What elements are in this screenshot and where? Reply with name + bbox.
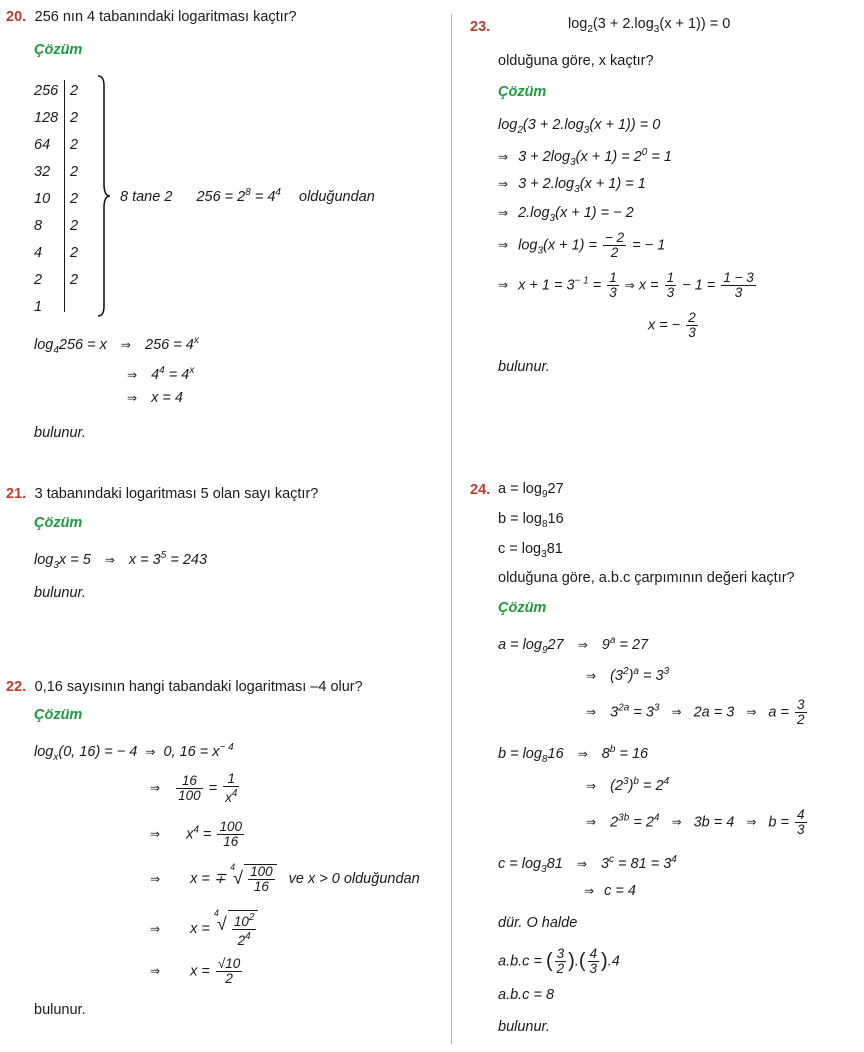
numerator: √10 [217,956,241,971]
exponent: 4 [663,776,670,787]
eq-part: = 1 [647,149,672,165]
eq-part: a.b.c = [498,953,546,970]
log-base: 3 [541,549,547,560]
log-base: 9 [541,645,548,656]
denominator: 3 [734,285,743,300]
q24-a-line-3 [586,698,809,727]
curly-brace [96,74,112,318]
exponent: x [189,365,195,376]
exponent: 4 [231,788,238,799]
exponent: c [609,854,615,865]
implies-arrow: ⇒ [624,278,635,293]
exponent: b [633,776,639,787]
eq-part: b = [768,814,794,831]
q22-line-6 [150,957,244,986]
eq-part: = [198,826,216,843]
div-value: 8 [34,218,43,234]
solution-label: Çözüm [498,600,547,616]
question-number: 22. [6,679,27,695]
question-21 [6,485,318,503]
eq-part: x + 1 = 3 [518,277,575,294]
log-base: 3 [570,157,576,168]
divisor: 2 [70,191,79,207]
fraction [176,774,203,803]
eq-part: = 4 [250,189,276,205]
exponent: 8 [245,187,251,198]
eq-part: 16 [547,511,564,527]
question-text: 3 tabanındaki logaritması 5 olan sayı kaçtır? [34,486,319,502]
denominator [232,930,257,948]
q24-halde: dür. O halde [498,915,578,931]
eq-part: = 243 [166,552,208,568]
eq-part: x = 3 [128,552,161,568]
question-number: 24. [470,482,491,498]
eq-part: (3 + 2.log [592,16,654,32]
exponent: x [193,335,199,346]
eq-part: x = [638,277,663,294]
divisor: 2 [70,218,79,234]
eq-tail: olduğundan [299,189,375,205]
log-text: log [518,237,538,254]
q24-given-c [498,541,563,560]
denominator: 3 [609,285,617,300]
eq-part: 256 = 2 [196,189,246,205]
eq-part: x = 4 [151,390,183,406]
exponent: 0 [641,147,648,158]
numerator: 3 [797,697,805,712]
implies-arrow: ⇒ [498,206,509,220]
question-24 [470,481,490,499]
implies-arrow: ⇒ [498,278,509,293]
eq-part: b = log [498,746,542,762]
root-index: 4 [230,862,236,872]
question-text: olduğuna göre, a.b.c çarpımının değeri kaçtır? [498,570,795,586]
numerator: 4 [797,807,805,822]
denominator-text: 2 [237,933,246,948]
q23-line-6 [498,271,758,300]
eq-part: 0, 16 = x [163,744,220,760]
eq-part: 3 [610,704,619,721]
eq-part: = [588,277,606,294]
divisor: 2 [70,83,79,99]
q22-line-2: ⇒ $\frac{16}{100}$ = $\frac{1}{x^4}$ [150,771,238,805]
eq-part: 2a = 3 [693,704,735,721]
eq-part: ) [628,778,634,794]
eq-part: 81 [546,541,563,557]
q23-line-5 [498,231,665,260]
question-text: 0,16 sayısının hangi tabandaki logaritması –4 olur? [34,679,363,695]
q20-line-1 [34,335,199,356]
numerator: − 2 [605,230,625,245]
eq-part: (x + 1) = − 2 [555,205,634,221]
q22-line-1 [34,742,234,763]
implies-arrow: ⇒ [127,368,138,382]
eq-part: c = 4 [604,883,636,899]
q23-line-2 [498,147,672,168]
q22-line-5 [150,910,258,948]
eq-part: c = log [498,856,542,872]
q22-line-3 [150,820,246,849]
denominator: 100 [178,788,201,803]
denominator: 2 [556,961,565,976]
eq-part: (0, 16) = − 4 [58,744,138,760]
question-22 [6,678,363,696]
log-text: log [34,337,54,353]
eq-part: = 4 [164,367,190,383]
power-equation [196,189,281,205]
solution-label: Çözüm [34,42,83,58]
root-sign: √ [233,868,243,888]
log-base: 8 [541,754,548,765]
implies-arrow: ⇒ [671,815,682,830]
implies-arrow: ⇒ [577,747,588,761]
fraction [607,271,619,300]
q23-line-4 [498,205,634,224]
denominator: 2 [797,712,805,727]
exponent: a [609,635,616,646]
eq-part: 27 [547,481,564,497]
eq-part: ) [628,668,634,684]
fraction [216,957,242,986]
numerator: 3 [556,946,565,961]
solution-label: Çözüm [34,707,83,723]
fraction [248,865,275,894]
denominator: 3 [797,822,805,837]
divisor: 2 [70,137,79,153]
implies-arrow: ⇒ [586,669,597,683]
exponent: 4 [671,854,677,865]
numerator: 2 [688,310,696,325]
eq-part: x = 5 [58,552,91,568]
denominator: 3 [688,325,696,340]
implies-arrow: ⇒ [498,238,509,253]
q23-given [568,16,730,35]
exponent: 3 [623,776,629,787]
div-value: 256 [34,83,59,99]
denominator [223,787,239,805]
eq-part: .4 [607,953,620,970]
divisor: 2 [70,272,79,288]
q23-line-3 [498,176,646,195]
eq-part: x = − [648,317,681,334]
eq-part: 16 [547,746,564,762]
exponent: a [633,666,639,677]
eq-part: 9 [601,637,610,653]
numerator: 100 [219,819,242,834]
implies-arrow: ⇒ [576,857,587,871]
log-text: log [568,16,588,32]
brace-result [120,187,375,205]
fraction [665,271,677,300]
eq-part: = 16 [615,746,649,762]
eq-part: (2 [610,778,623,794]
denominator: 16 [223,834,239,849]
eq-part: 3 + 2log [518,149,571,165]
eq-part: 3 + 2.log [518,176,575,192]
q22-line-4 [150,864,420,894]
q20-result: bulunur. [34,425,86,441]
numerator: 1 [609,270,617,285]
denominator: 3 [589,961,598,976]
fraction [795,808,807,837]
q21-result: bulunur. [34,585,86,601]
eq-part: = 2 [629,814,654,831]
implies-arrow: ⇒ [150,964,161,979]
eq-part: x [186,826,194,843]
implies-arrow: ⇒ [584,884,595,898]
root-index: 4 [213,908,219,918]
eq-part: (x + 1) = [543,237,602,254]
q24-b-line-2 [586,776,669,794]
radicand [228,910,259,948]
q24-result: bulunur. [498,1019,550,1035]
eq-part: = 3 [638,668,664,684]
eq-part: (3 + 2.log [522,117,584,133]
implies-arrow: ⇒ [104,553,115,567]
eq-part: a = log [498,637,542,653]
numerator: 4 [589,946,598,961]
exponent: 3b [618,812,630,824]
q20-line-3 [127,390,183,406]
numerator: 100 [250,864,273,879]
exponent: 4 [653,812,660,824]
exponent: b [609,744,616,755]
exponent: 2a [618,702,630,714]
log-base: 3 [583,125,590,136]
q24-product-line: a.b.c = ( $\frac{3}{2}$ ).( $\frac{4}{3}$ ).4 [498,946,620,976]
eq-part: (x + 1) = 1 [579,176,646,192]
eq-part: a = log [498,481,542,497]
q24-c-line-2 [584,883,636,899]
question-number: 23. [470,19,491,35]
eq-part: 2.log [518,205,550,221]
divisor: 2 [70,245,79,261]
eq-part: 81 [546,856,563,872]
log-base: 3 [541,864,547,875]
exponent: 3 [663,666,670,677]
eq-part: 3 [600,856,610,872]
root-sign: √ [216,914,227,934]
question-number: 21. [6,486,27,502]
log-base: 3 [549,213,556,224]
q24-given-b [498,511,564,530]
implies-arrow: ⇒ [586,779,597,793]
nth-root [214,910,259,948]
exponent: 4 [245,931,251,942]
numerator: 1 − 3 [723,270,754,285]
log-text: log [34,744,54,760]
implies-arrow: ⇒ [586,705,597,720]
numerator [232,911,257,930]
solution-label: Çözüm [498,84,547,100]
denominator: 2 [225,971,233,986]
denominator-text: x [225,790,232,805]
implies-arrow: ⇒ [746,815,757,830]
q24-a-line-1 [498,635,648,656]
implies-arrow: ⇒ [150,921,161,936]
implies-arrow: ⇒ [150,871,161,886]
log-base: 9 [541,489,548,500]
log-base: 3 [53,560,59,571]
fraction [603,231,626,260]
eq-part: 27 [547,637,564,653]
eq-part: − 1 = [682,277,720,294]
implies-arrow: ⇒ [498,150,509,164]
implies-arrow: ⇒ [746,705,757,720]
implies-arrow: ⇒ [145,745,156,759]
eq-part: = 2 [638,778,664,794]
q20-line-2 [127,365,194,383]
implies-arrow: ⇒ [150,781,161,796]
div-value: 4 [34,245,43,261]
eq-part: 256 = 4 [145,337,194,353]
eq-part: 8 [601,746,610,762]
exponent: 4 [193,824,199,836]
numerator: 16 [176,774,203,789]
eq-part: . [574,953,579,970]
log-base: 3 [574,184,580,195]
div-value: 128 [34,110,59,126]
log-base: 2 [517,125,523,136]
log-base: 4 [53,345,59,356]
exponent: 2 [248,912,255,923]
q24-c-line-1 [498,854,677,875]
q23-line-7 [648,311,700,340]
question-text: olduğuna göre, x kaçtır? [498,53,654,69]
eq-part: = 3 [629,704,654,721]
brace-text: 8 tane 2 [120,189,173,205]
eq-part: b = log [498,511,542,527]
fraction [795,698,807,727]
q24-b-line-1 [498,744,648,765]
eq-part: a = [768,704,794,721]
eq-part: x = [190,920,214,937]
div-value: 10 [34,191,51,207]
log-text: log [498,117,518,133]
question-text: 256 nın 4 tabanındaki logaritması kaçtır? [34,9,297,25]
numerator: 1 [223,772,239,787]
implies-arrow: ⇒ [671,705,682,720]
denominator: 2 [610,245,619,260]
division-right-column [70,78,78,294]
fraction [217,820,244,849]
question-23 [470,18,490,36]
numerator: 1 [666,270,675,285]
fraction [721,271,755,300]
exponent: − 1 [574,275,589,287]
exponent: 4 [275,187,281,198]
q23-result: bulunur. [498,359,550,375]
solution-label: Çözüm [34,515,83,531]
fraction [232,911,257,948]
implies-arrow: ⇒ [120,338,131,352]
divisor: 2 [70,110,79,126]
eq-part: (x + 1)) = 0 [589,117,661,133]
eq-part: (3 [610,668,623,684]
denominator: 3 [666,285,675,300]
exponent: 3 [653,702,660,714]
eq-part: = − 1 [632,237,666,254]
q23-line-1 [498,117,660,136]
log-text: log [34,552,54,568]
eq-part: 3b = 4 [693,814,735,831]
fraction [588,947,600,976]
eq-part: 2 [610,814,619,831]
implies-arrow: ⇒ [586,815,597,830]
q21-line-1 [34,550,207,571]
q24-a-line-2 [586,666,669,684]
q24-b-line-3 [586,808,809,837]
div-value: 32 [34,164,51,180]
eq-part: 4 [151,367,160,383]
eq-part: x = ∓ [190,870,227,887]
fraction [686,311,698,340]
fraction [223,772,239,805]
division-left-column [34,78,58,321]
implies-arrow: ⇒ [150,827,161,842]
q22-result: bulunur. [34,1002,86,1018]
exponent: 2 [623,666,629,677]
eq-part: (x + 1) = 2 [575,149,642,165]
radicand [244,864,277,894]
div-value: 1 [34,299,43,315]
implies-arrow: ⇒ [127,391,138,405]
divisor: 2 [70,164,79,180]
question-20 [6,8,297,26]
implies-arrow: ⇒ [577,638,588,652]
condition-text: ve x > 0 olduğundan [288,870,420,887]
question-number: 20. [6,9,27,25]
eq-part: = 27 [615,637,649,653]
div-value: 2 [34,272,43,288]
log-base: 3 [537,245,544,257]
log-base: 2 [587,24,593,35]
log-base: 3 [653,24,660,35]
log-base: x [53,752,59,763]
exponent: 4 [159,365,165,376]
division-bar [64,80,65,312]
eq-part: (x + 1)) = 0 [659,16,731,32]
div-value: 64 [34,137,51,153]
exponent: − 4 [219,742,234,753]
log-base: 8 [541,519,548,530]
implies-arrow: ⇒ [498,177,509,191]
numerator-text: 10 [233,914,249,929]
eq-part: = 81 = 3 [614,856,672,872]
q24-product-result: a.b.c = 8 [498,987,555,1003]
fraction [555,947,567,976]
eq-part: c = log [498,541,542,557]
denominator: 16 [253,879,269,894]
eq-part: 256 = x [58,337,107,353]
nth-root [230,864,277,894]
q24-given-a [498,481,564,500]
exponent: 5 [160,550,167,561]
column-divider [451,14,452,1044]
eq-part: x = [190,963,214,980]
